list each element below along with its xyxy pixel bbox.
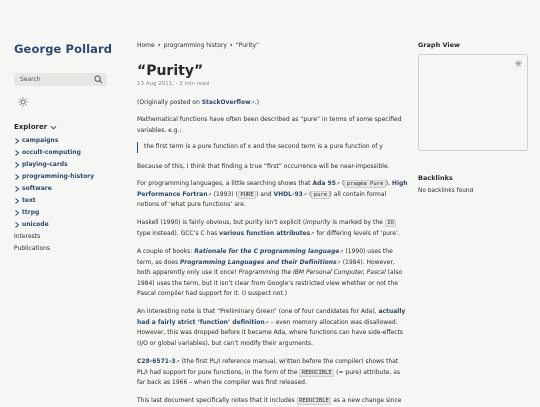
chevron-down-icon — [50, 125, 57, 130]
paragraph-books: A couple of books: Rationale for the C programming language↗ (1990) uses the term, as does Programming Languages and their Definitions↗ (1984). However, both apparently only use it once! Programming the IBM Personal Computer, Pascal (also 1984) uses the term, but it isn’t clear from Google’s restricted view whether or not the Pascal compiler had support for it. (I suspect not.) — [137, 248, 403, 297]
search-icon[interactable] — [94, 75, 103, 84]
global-graph-icon[interactable] — [514, 59, 523, 68]
paragraph-first-occurrence: Because of this, I think that finding a true “first” occurrence will be near-impossible. — [137, 163, 390, 170]
graph-view[interactable] — [418, 54, 528, 151]
explorer-tree — [14, 135, 114, 255]
folder-playing-cards[interactable] — [14, 159, 114, 171]
page-link-publications[interactable]: Publications — [14, 245, 51, 252]
chevron-right-icon — [14, 221, 20, 229]
folder-unicode[interactable] — [14, 219, 114, 231]
right-sidebar — [418, 41, 526, 194]
site-title[interactable]: George Pollard — [14, 42, 113, 56]
code-reducible: REDUCIBLE — [299, 369, 334, 377]
paragraph-green: An interesting note is that “Preliminary Green” (one of four candidates for Ada), actually had a fairly strict ‘function’ definition↗ – even memory allocation was disallowed. However, this was dropped before it became Ada, where functions can have side-effects (I/O or global variables), but can’t modify their arguments. — [137, 308, 406, 347]
backlinks-empty: No backlinks found — [418, 188, 474, 194]
paragraph-pli: C28-6571-3↗ (the first PL/I reference manual, written before the compiler) shows that PL/I had support for pure functions, in the form of the REDUCIBLE (= pure) attribute, as far back as 1966 – when the compiler was first released. — [137, 358, 401, 386]
paragraph-origin: (Originally posted on StackOverflow↗.) — [137, 99, 260, 106]
book-definitions-link[interactable]: Programming Languages and their Definitions — [179, 258, 337, 266]
chevron-right-icon — [14, 209, 20, 217]
external-link-icon: ↗ — [335, 181, 341, 187]
folder-label: software — [22, 185, 52, 192]
folder-text[interactable] — [14, 195, 114, 207]
article-meta: 13 Aug 2011, · 2 min read — [137, 81, 209, 87]
paragraph-last: This last document specifically notes that it includes REDUCIBLE as a new change since — [137, 397, 402, 404]
book-rationale-link[interactable]: Rationale for the C programming language — [194, 248, 340, 255]
search-bar[interactable] — [14, 73, 107, 86]
page-link-interests[interactable]: Interests — [14, 233, 41, 240]
external-link-icon: ↗ — [250, 100, 255, 106]
breadcrumb-separator-icon: › — [157, 41, 161, 49]
folder-software[interactable] — [14, 183, 114, 195]
folder-label: occult-computing — [22, 149, 81, 156]
ada95-link[interactable]: Ada 95 — [312, 180, 336, 187]
code-pragma-pure: pragma Pure — [344, 180, 385, 188]
folder-label: campaigns — [22, 137, 59, 144]
folder-label: ttrpg — [22, 209, 40, 216]
quote-text: the first term is a pure function of x and the second term is a pure function of y — [144, 143, 383, 150]
code-reducible-2: REDUCIBLE — [297, 397, 332, 405]
left-sidebar — [14, 38, 114, 255]
breadcrumb-current: “Purity” — [235, 41, 260, 49]
breadcrumb-section[interactable]: programming history — [163, 41, 227, 49]
folder-label: playing-cards — [22, 161, 68, 168]
graph-view-title: Graph View — [418, 41, 461, 49]
paragraph-haskell: Haskell (1990) is fairly obvious, but purity isn’t explicit (impurity is marked by the IO type instead). GCC’s C has various function attributes↗ for differing levels of ‘pure’. — [137, 219, 400, 237]
explorer-title: Explorer — [14, 123, 48, 131]
breadcrumb-separator-icon: › — [229, 41, 233, 49]
external-link-icon: ↗ — [207, 191, 212, 198]
folder-label: unicode — [22, 221, 49, 228]
external-link-icon: ↗ — [302, 191, 308, 198]
folder-label: programming-history — [22, 173, 95, 180]
external-link-icon: ↗ — [310, 230, 315, 237]
code-io: IO — [385, 219, 397, 227]
folder-ttrpg[interactable] — [14, 207, 114, 219]
chevron-right-icon — [14, 173, 20, 181]
folder-programming-history[interactable] — [14, 171, 114, 183]
code-pure-upper: PURE — [238, 191, 256, 199]
external-link-icon: ↗ — [264, 319, 269, 326]
green-function-link[interactable]: actually had a fairly strict ‘function’ definition — [137, 308, 406, 326]
folder-campaigns[interactable] — [14, 135, 114, 147]
stackoverflow-link[interactable]: StackOverflow — [201, 99, 251, 106]
sun-icon[interactable] — [18, 97, 28, 107]
external-link-icon: ↗ — [339, 249, 344, 255]
main-content — [137, 41, 409, 87]
search-input[interactable] — [20, 75, 90, 84]
vhdl-link[interactable]: VHDL-93 — [273, 190, 303, 198]
code-pure-lower: pure — [311, 191, 329, 199]
folder-label: text — [22, 197, 36, 204]
backlinks-title: Backlinks — [418, 174, 453, 182]
blockquote — [137, 142, 404, 153]
c28-link[interactable]: C28-6571-3 — [137, 358, 176, 365]
hpf-link[interactable]: High Performance Fortran — [137, 180, 408, 198]
paragraph-intro: Mathematical functions have often been described as “pure” in terms of some specified variables. e.g.: — [137, 116, 402, 134]
breadcrumb — [137, 41, 409, 49]
external-link-icon: ↗ — [175, 359, 180, 365]
chevron-right-icon — [14, 149, 20, 157]
chevron-right-icon — [14, 197, 20, 205]
chevron-right-icon — [14, 185, 20, 193]
chevron-right-icon — [14, 137, 20, 145]
folder-occult-computing[interactable] — [14, 147, 114, 159]
explorer-toggle[interactable] — [14, 123, 114, 131]
paragraph-languages: For programming languages, a little searching shows that Ada 95↗ ( pragma Pure ), High Performance Fortran↗ (1993) ( PURE ) and VHDL-93↗ ( pure ) all contain formal notions of ‘what pure functions’ are. — [137, 180, 408, 208]
page-title: “Purity” — [137, 63, 204, 79]
breadcrumb-home[interactable]: Home — [137, 41, 155, 49]
chevron-right-icon — [14, 161, 20, 169]
external-link-icon: ↗ — [336, 259, 341, 266]
gcc-attributes-link[interactable]: various function attributes — [219, 229, 311, 237]
